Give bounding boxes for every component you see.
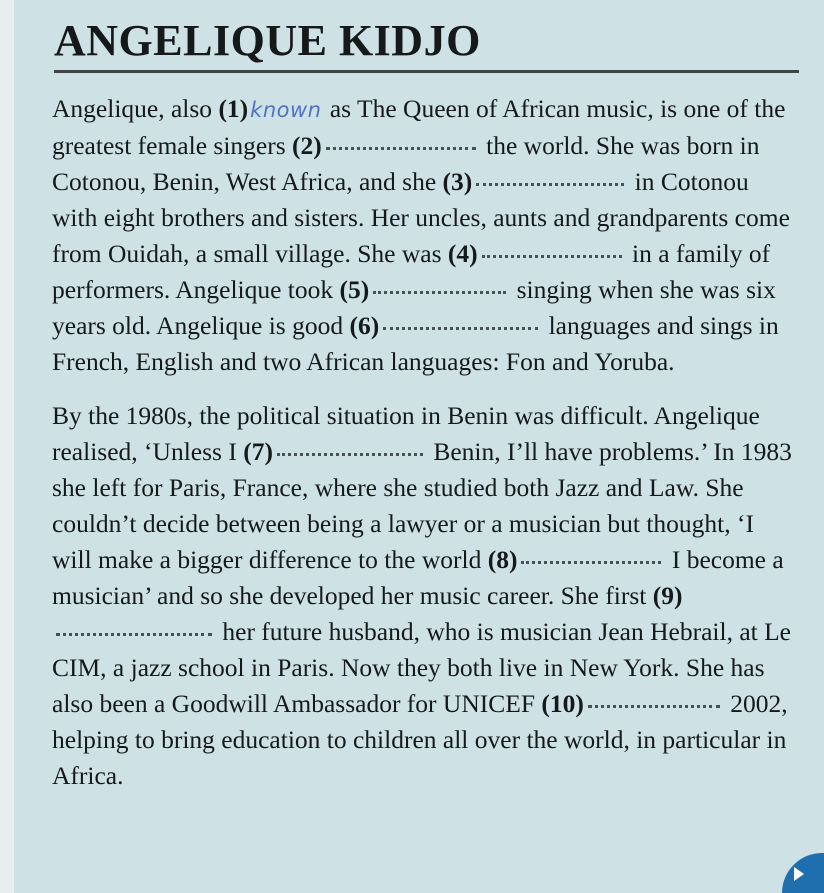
gap-number-9: (9) bbox=[652, 581, 683, 611]
para1-segment-1: Angelique, also bbox=[52, 94, 219, 124]
answer-blank-6[interactable] bbox=[383, 327, 538, 330]
para1-segment-2: as The Queen of African music, is one of the greatest female singers bbox=[52, 94, 786, 161]
handwritten-answer-1: known bbox=[250, 98, 322, 123]
para1-segment-4: in Cotonou with eight brothers and sisters. Her uncles, aunts and grandparents come from Ouidah, a small village. She was bbox=[52, 167, 790, 269]
answer-blank-3[interactable] bbox=[476, 183, 624, 186]
gap-number-7: (7) bbox=[243, 437, 273, 467]
answer-blank-2[interactable] bbox=[326, 147, 476, 150]
title-divider bbox=[54, 70, 799, 73]
gap-number-8: (8) bbox=[487, 545, 518, 575]
para1-segment-3: the world. She was born in Cotonou, Benin, West Africa, and she bbox=[52, 131, 760, 197]
gap-number-2: (2) bbox=[292, 131, 322, 161]
answer-blank-5[interactable] bbox=[373, 291, 506, 294]
gap-number-6: (6) bbox=[349, 311, 380, 341]
gap-number-1: (1) bbox=[218, 94, 249, 124]
answer-blank-4[interactable] bbox=[482, 255, 622, 258]
answer-blank-8[interactable] bbox=[521, 561, 661, 564]
answer-blank-10[interactable] bbox=[588, 705, 720, 708]
para2-segment-1: By the 1980s, the political situation in Benin was difficult. Angelique realised, ‘Unless I bbox=[52, 401, 760, 467]
answer-blank-7[interactable] bbox=[277, 453, 423, 456]
para1-segment-7: languages and sings in French, English and two African languages: Fon and Yoruba. bbox=[52, 311, 779, 377]
gap-number-5: (5) bbox=[339, 275, 370, 305]
para2-segment-4: her future husband, who is musician Jean Hebrail, at Le CIM, a jazz school in Paris. Now they both live in New York. She has also been a Goodwill Ambassador for UNICEF bbox=[52, 617, 791, 719]
page-content bbox=[14, 0, 824, 893]
reading-paragraph-2 bbox=[52, 398, 798, 794]
page-left-margin bbox=[0, 0, 14, 893]
gap-number-4: (4) bbox=[447, 239, 478, 269]
answer-blank-9[interactable] bbox=[56, 633, 212, 636]
reading-paragraph-1 bbox=[52, 91, 798, 380]
para2-segment-2: Benin, I’ll have problems.’ In 1983 she left for Paris, France, where she studied both Jazz and Law. She couldn’t decide between being a lawyer or a musician but thought, ‘I will make a bigger difference to the world bbox=[52, 437, 792, 575]
gap-number-3: (3) bbox=[442, 167, 473, 197]
page-title: ANGELIQUE KIDJO bbox=[54, 16, 481, 65]
para2-segment-3: I become a musician’ and so she developed her music career. She first bbox=[52, 545, 784, 611]
gap-number-10: (10) bbox=[541, 689, 584, 719]
para1-segment-5: in a family of performers. Angelique took bbox=[52, 239, 771, 305]
para2-segment-5: 2002, helping to bring education to children all over the world, in particular in Africa. bbox=[52, 689, 788, 791]
para1-segment-6: singing when she was six years old. Angelique is good bbox=[52, 275, 776, 341]
